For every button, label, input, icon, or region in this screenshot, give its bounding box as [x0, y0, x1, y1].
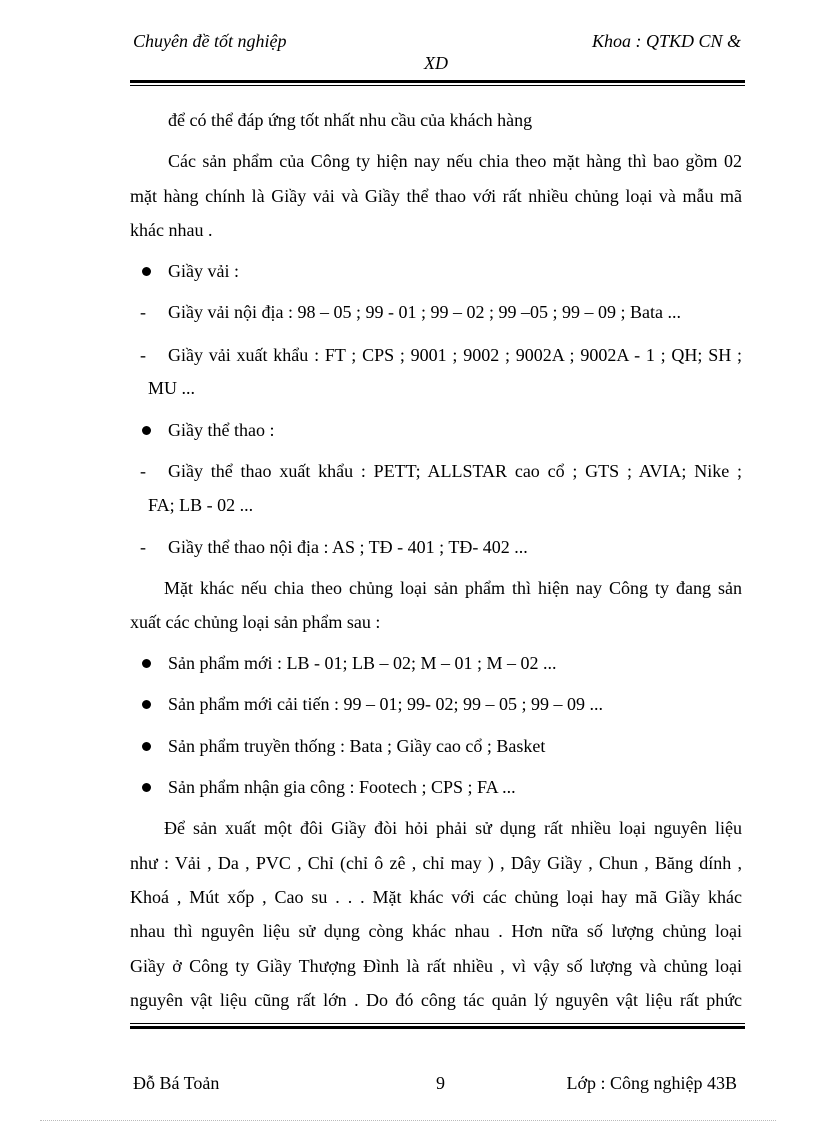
dash-icon: - [140, 345, 146, 365]
list-item: Giầy vải nội địa : 98 – 05 ; 99 - 01 ; 99 – 02 ; 99 –05 ; 99 – 09 ; Bata ... [168, 302, 681, 322]
paragraph-line: nguyên vật liệu cũng rất lớn . Do đó công tác quản lý nguyên vật liệu rất phức [130, 990, 742, 1010]
list-item: FA; LB - 02 ... [148, 495, 254, 515]
bullet-icon [142, 700, 151, 709]
dash-icon: - [140, 461, 146, 481]
paragraph-line: nhau thì nguyên liệu sử dụng còng khác nhau . Hơn nữa số lượng chủng loại [130, 921, 742, 941]
footer-rule [130, 1023, 745, 1031]
list-item: Giầy vải : [168, 261, 239, 281]
paragraph-line: Khoá , Mút xốp , Cao su . . . Mặt khác với các chủng loại hay mã Giầy khác [130, 887, 742, 907]
footer-author: Đỗ Bá Toản [133, 1073, 220, 1093]
list-item: Giầy thể thao xuất khẩu : PETT; ALLSTAR cao cổ ; GTS ; AVIA; Nike ; [168, 461, 742, 481]
page-edge-divider [40, 1120, 776, 1121]
bullet-icon [142, 783, 151, 792]
page-number: 9 [436, 1073, 445, 1093]
dash-icon: - [140, 537, 146, 557]
list-item: Sản phẩm truyền thống : Bata ; Giầy cao cổ ; Basket [168, 736, 546, 756]
paragraph-line: xuất các chủng loại sản phẩm sau : [130, 612, 381, 632]
header-left: Chuyên đề tốt nghiệp [133, 31, 287, 51]
paragraph-line: Các sản phẩm của Công ty hiện nay nếu chia theo mặt hàng thì bao gồm 02 [168, 151, 742, 171]
bullet-icon [142, 267, 151, 276]
paragraph-line: Để sản xuất một đôi Giầy đòi hỏi phải sử dụng rất nhiều loại nguyên liệu [164, 818, 742, 838]
bullet-icon [142, 659, 151, 668]
dash-icon: - [140, 302, 146, 322]
footer-class: Lớp : Công nghiệp 43B [566, 1073, 737, 1093]
header-right: Khoa : QTKD CN & [591, 31, 741, 51]
paragraph-line: khác nhau . [130, 220, 213, 240]
list-item: Sản phẩm mới : LB - 01; LB – 02; M – 01 ; M – 02 ... [168, 653, 557, 673]
header-right-continued: XD [424, 53, 448, 73]
list-item: Sản phẩm mới cải tiến : 99 – 01; 99- 02; 99 – 05 ; 99 – 09 ... [168, 694, 603, 714]
list-item: Sản phẩm nhận gia công : Footech ; CPS ; FA ... [168, 777, 516, 797]
paragraph-line: Mặt khác nếu chia theo chủng loại sản phẩm thì hiện nay Công ty đang sản [164, 578, 742, 598]
list-item: Giầy vải xuất khẩu : FT ; CPS ; 9001 ; 9002 ; 9002A ; 9002A - 1 ; QH; SH ; [168, 345, 742, 365]
body-line: để có thể đáp ứng tốt nhất nhu cầu của khách hàng [168, 110, 533, 130]
header-rule [130, 80, 745, 88]
bullet-icon [142, 426, 151, 435]
paragraph-line: Giầy ở Công ty Giầy Thượng Đình là rất nhiều , vì vậy số lượng và chủng loại [130, 956, 742, 976]
paragraph-line: như : Vải , Da , PVC , Chỉ (chỉ ô zê , chỉ may ) , Dây Giầy , Chun , Băng dính , [130, 853, 742, 873]
list-item: Giầy thể thao : [168, 420, 275, 440]
bullet-icon [142, 742, 151, 751]
paragraph-line: mặt hàng chính là Giầy vải và Giầy thể thao với rất nhiều chủng loại và mẫu mã [130, 186, 742, 206]
list-item: Giầy thể thao nội địa : AS ; TĐ - 401 ; TĐ- 402 ... [168, 537, 528, 557]
list-item: MU ... [148, 378, 196, 398]
